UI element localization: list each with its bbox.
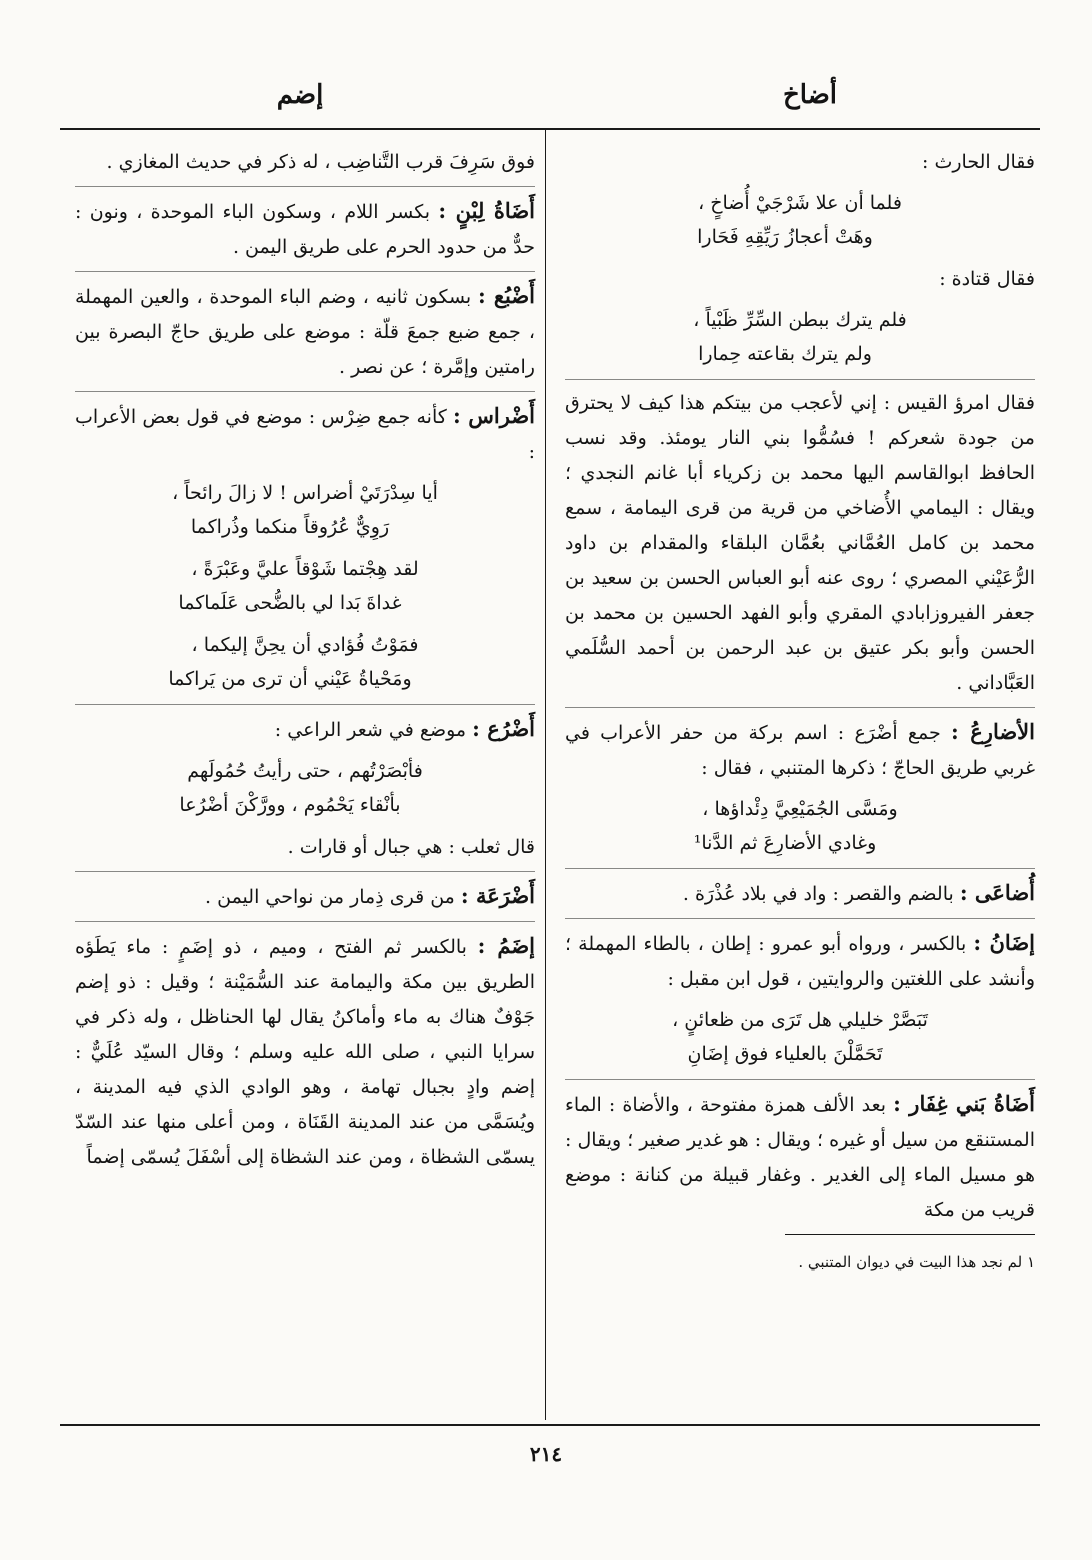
entry-separator bbox=[75, 391, 535, 392]
headword: أَضْبُع : bbox=[478, 283, 536, 308]
verse-line: فمَوْتُ فُؤادي أن يحِنَّ إليكما ، bbox=[191, 634, 419, 656]
entry-text: من قرى ذِمار من نواحي اليمن . bbox=[205, 886, 455, 908]
headword: أَضْراس : bbox=[453, 403, 535, 428]
dictionary-entry bbox=[75, 711, 535, 748]
page-number: ٢١٤ bbox=[529, 1442, 563, 1466]
dictionary-entry bbox=[75, 928, 535, 1175]
verse-line: ولم يترك بقاعته حِمارا bbox=[698, 343, 872, 365]
verse bbox=[75, 552, 535, 620]
headword: أُضاعَى : bbox=[959, 880, 1035, 905]
dictionary-entry bbox=[565, 1086, 1035, 1228]
verse-line: ومَسَّى الجُمَيْعِيَّ دِئْداؤها ، bbox=[702, 798, 898, 820]
paragraph: قال ثعلب : هي جبال أو قارات . bbox=[287, 836, 535, 858]
verse bbox=[565, 792, 1035, 860]
verse-line: وهَتْ أعجازُ رَيِّقِهِ فَحَارا bbox=[697, 226, 873, 248]
entry-text: موضع في شعر الراعي : bbox=[274, 719, 467, 741]
verse-line: رَوِيٌّ عُرُوقاً منكما وذُراكما bbox=[190, 516, 390, 538]
header-rule bbox=[60, 128, 1040, 130]
paragraph: فوق سَرِفَ قرب التَّناضِب ، له ذكر في حديث المغازي . bbox=[106, 151, 535, 173]
dictionary-entry bbox=[565, 714, 1035, 786]
entry-separator bbox=[565, 707, 1035, 708]
verse bbox=[565, 186, 1035, 254]
entry-separator bbox=[75, 186, 535, 187]
verse-line: فلما أن علا شَرْجَيْ أُضاخٍ ، bbox=[698, 192, 902, 214]
entry-text: بالضم والقصر : واد في بلاد عُذْرَة . bbox=[682, 883, 954, 905]
dictionary-entry bbox=[75, 193, 535, 265]
verse-line: تَحَمَّلْنَ بالعلياء فوق إضَانِ bbox=[687, 1043, 883, 1065]
paragraph: فقال قتادة : bbox=[939, 268, 1035, 290]
left-column bbox=[75, 145, 535, 1181]
footnote: ١ لم نجد هذا البيت في ديوان المتنبي . bbox=[798, 1253, 1035, 1271]
entry-separator bbox=[75, 921, 535, 922]
verse bbox=[565, 303, 1035, 371]
entry-text: بالكسر ، ورواه أبو عمرو : إطان ، بالطاء المهملة ؛ وأنشد على اللغتين والروايتين ، قول ابن مقبل : bbox=[565, 933, 1035, 990]
running-head-left: إضم bbox=[276, 80, 324, 110]
right-column bbox=[565, 145, 1035, 1289]
verse bbox=[75, 754, 535, 822]
dictionary-entry bbox=[75, 278, 535, 385]
verse bbox=[75, 628, 535, 696]
dictionary-entry bbox=[565, 875, 1035, 912]
verse-line: وغادي الأضارِعَ ثم الدَّنا¹ bbox=[693, 832, 877, 854]
headword: أَضَاةُ لِبْنٍ : bbox=[438, 198, 535, 223]
headword: إضَانُ : bbox=[973, 930, 1035, 955]
column-divider bbox=[545, 130, 546, 1420]
paragraph: فقال امرؤ القيس : إني لأعجب من بيتكم هذا كيف لا يحترق من جودة شعركم ! فسُمُّوا بني النار يومئذ. وقد نسب الحافظ ابوالقاسم اليها محمد بن زكرياء أبا غانم النجدي ؛ ويقال : اليمامي الأُضاخي من قرية من قرى اليمامة ، سمع محمد بن كامل العُمَّاني بعُمَّان البلقاء والمقدام بن داود الرُّعَيْني المصري ؛ روى عنه أبو العباس الحسن بن سعيد بن جعفر الفيروزابادي المقري وأبو الفهد الحسين بن محمد بن الحسن وأبو بكر عتيق بن عبد الرحمن بن أحمد السُّلَمي العَبَّاداني . bbox=[565, 392, 1035, 694]
dictionary-entry bbox=[565, 925, 1035, 997]
verse-line: غداةَ بَدا لي بالضُّحى عَلَماكما bbox=[178, 592, 402, 614]
headword: أَضْرُع : bbox=[472, 716, 535, 741]
paragraph: فقال الحارث : bbox=[922, 151, 1035, 173]
verse-line: تَبَصَّرْ خليلي هل تَرَى من ظعائنٍ ، bbox=[672, 1009, 928, 1031]
entry-text: بالكسر ثم الفتح ، وميم ، ذو إضَمٍ : ماء يَطَؤه الطريق بين مكة واليمامة عند السُّمَيْنة ؛ وقيل : ذو إضم جَوْفٌ هناك به ماء وأماكنُ يقال لها الحناظل ، وله ذكر في سرايا النبي ، صلى الله عليه وسلم ؛ وقال السيّد عُلَيٌّ : إضم وادٍ بجبال تهامة ، وهو الوادي الذي فيه المدينة ، ويُسَمَّى من عند المدينة القَنَاة ، ومن أعلى منها عند السّدّ يسمّى الشظاة ، ومن عند الشظاة إلى أسْفَلَ يُسمّى إضماً bbox=[75, 936, 535, 1168]
headword: أَضَاةُ بَني غِفَار : bbox=[893, 1091, 1035, 1116]
verse bbox=[75, 476, 535, 544]
entry-text: بسكون ثانيه ، وضم الباء الموحدة ، والعين المهملة ، جمع ضبع جمعَ قلّة : موضع على طريق حاجّ البصرة بين رامتين وإمَّرة ؛ عن نصر . bbox=[75, 286, 535, 378]
verse-line: فأبْصَرْتُهم ، حتى رأيتُ حُمُولَهم bbox=[187, 760, 423, 782]
entry-separator bbox=[75, 704, 535, 705]
headword: إضَمُ : bbox=[477, 933, 535, 958]
verse-line: لقد هِجْتما شَوْقاً عليَّ وعَبْرَةً ، bbox=[191, 558, 419, 580]
verse-line: ومَحْياةُ عَيْني أن ترى من يَراكما bbox=[168, 668, 412, 690]
verse-line: بأنْقاء يَحْمُوم ، وورَّكْنَ أضْرُعا bbox=[179, 794, 401, 816]
verse bbox=[565, 1003, 1035, 1071]
verse-line: أيا سِدْرَتَيْ أضراس ! لا زالَ رائحاً ، bbox=[172, 482, 438, 504]
verse-line: فلم يترك ببطن السِّرِّ ظَبْياً ، bbox=[693, 309, 907, 331]
headword: الأضارِعُ : bbox=[951, 719, 1035, 744]
footer-rule bbox=[60, 1424, 1040, 1426]
entry-separator bbox=[565, 1079, 1035, 1080]
entry-text: كأنه جمع ضِرْس : موضع في قول بعض الأعراب : bbox=[75, 406, 535, 463]
headword: أَضْرَعَة : bbox=[460, 883, 535, 908]
entry-separator bbox=[75, 271, 535, 272]
entry-separator bbox=[565, 868, 1035, 869]
dictionary-entry bbox=[75, 878, 535, 915]
dictionary-entry bbox=[75, 398, 535, 470]
entry-separator bbox=[565, 918, 1035, 919]
entry-separator bbox=[565, 379, 1035, 380]
entry-text: بكسر اللام ، وسكون الباء الموحدة ، ونون : حدٌّ من حدود الحرم على طريق اليمن . bbox=[75, 201, 535, 258]
footnote-rule bbox=[785, 1234, 1035, 1235]
running-head-right: أضاخ bbox=[782, 80, 837, 110]
entry-separator bbox=[75, 871, 535, 872]
entry-text: بعد الألف همزة مفتوحة ، والأضاة : الماء المستنقع من سيل أو غيره ؛ ويقال : هو غدير صغير ؛ ويقال : هو مسيل الماء إلى الغدير . وغفار قبيلة من كنانة : موضع قريب من مكة bbox=[565, 1094, 1035, 1221]
entry-text: جمع أضْرَع : اسم بركة من حفر الأعراب في غربي طريق الحاجّ ؛ ذكرها المتنبي ، فقال : bbox=[565, 722, 1035, 779]
